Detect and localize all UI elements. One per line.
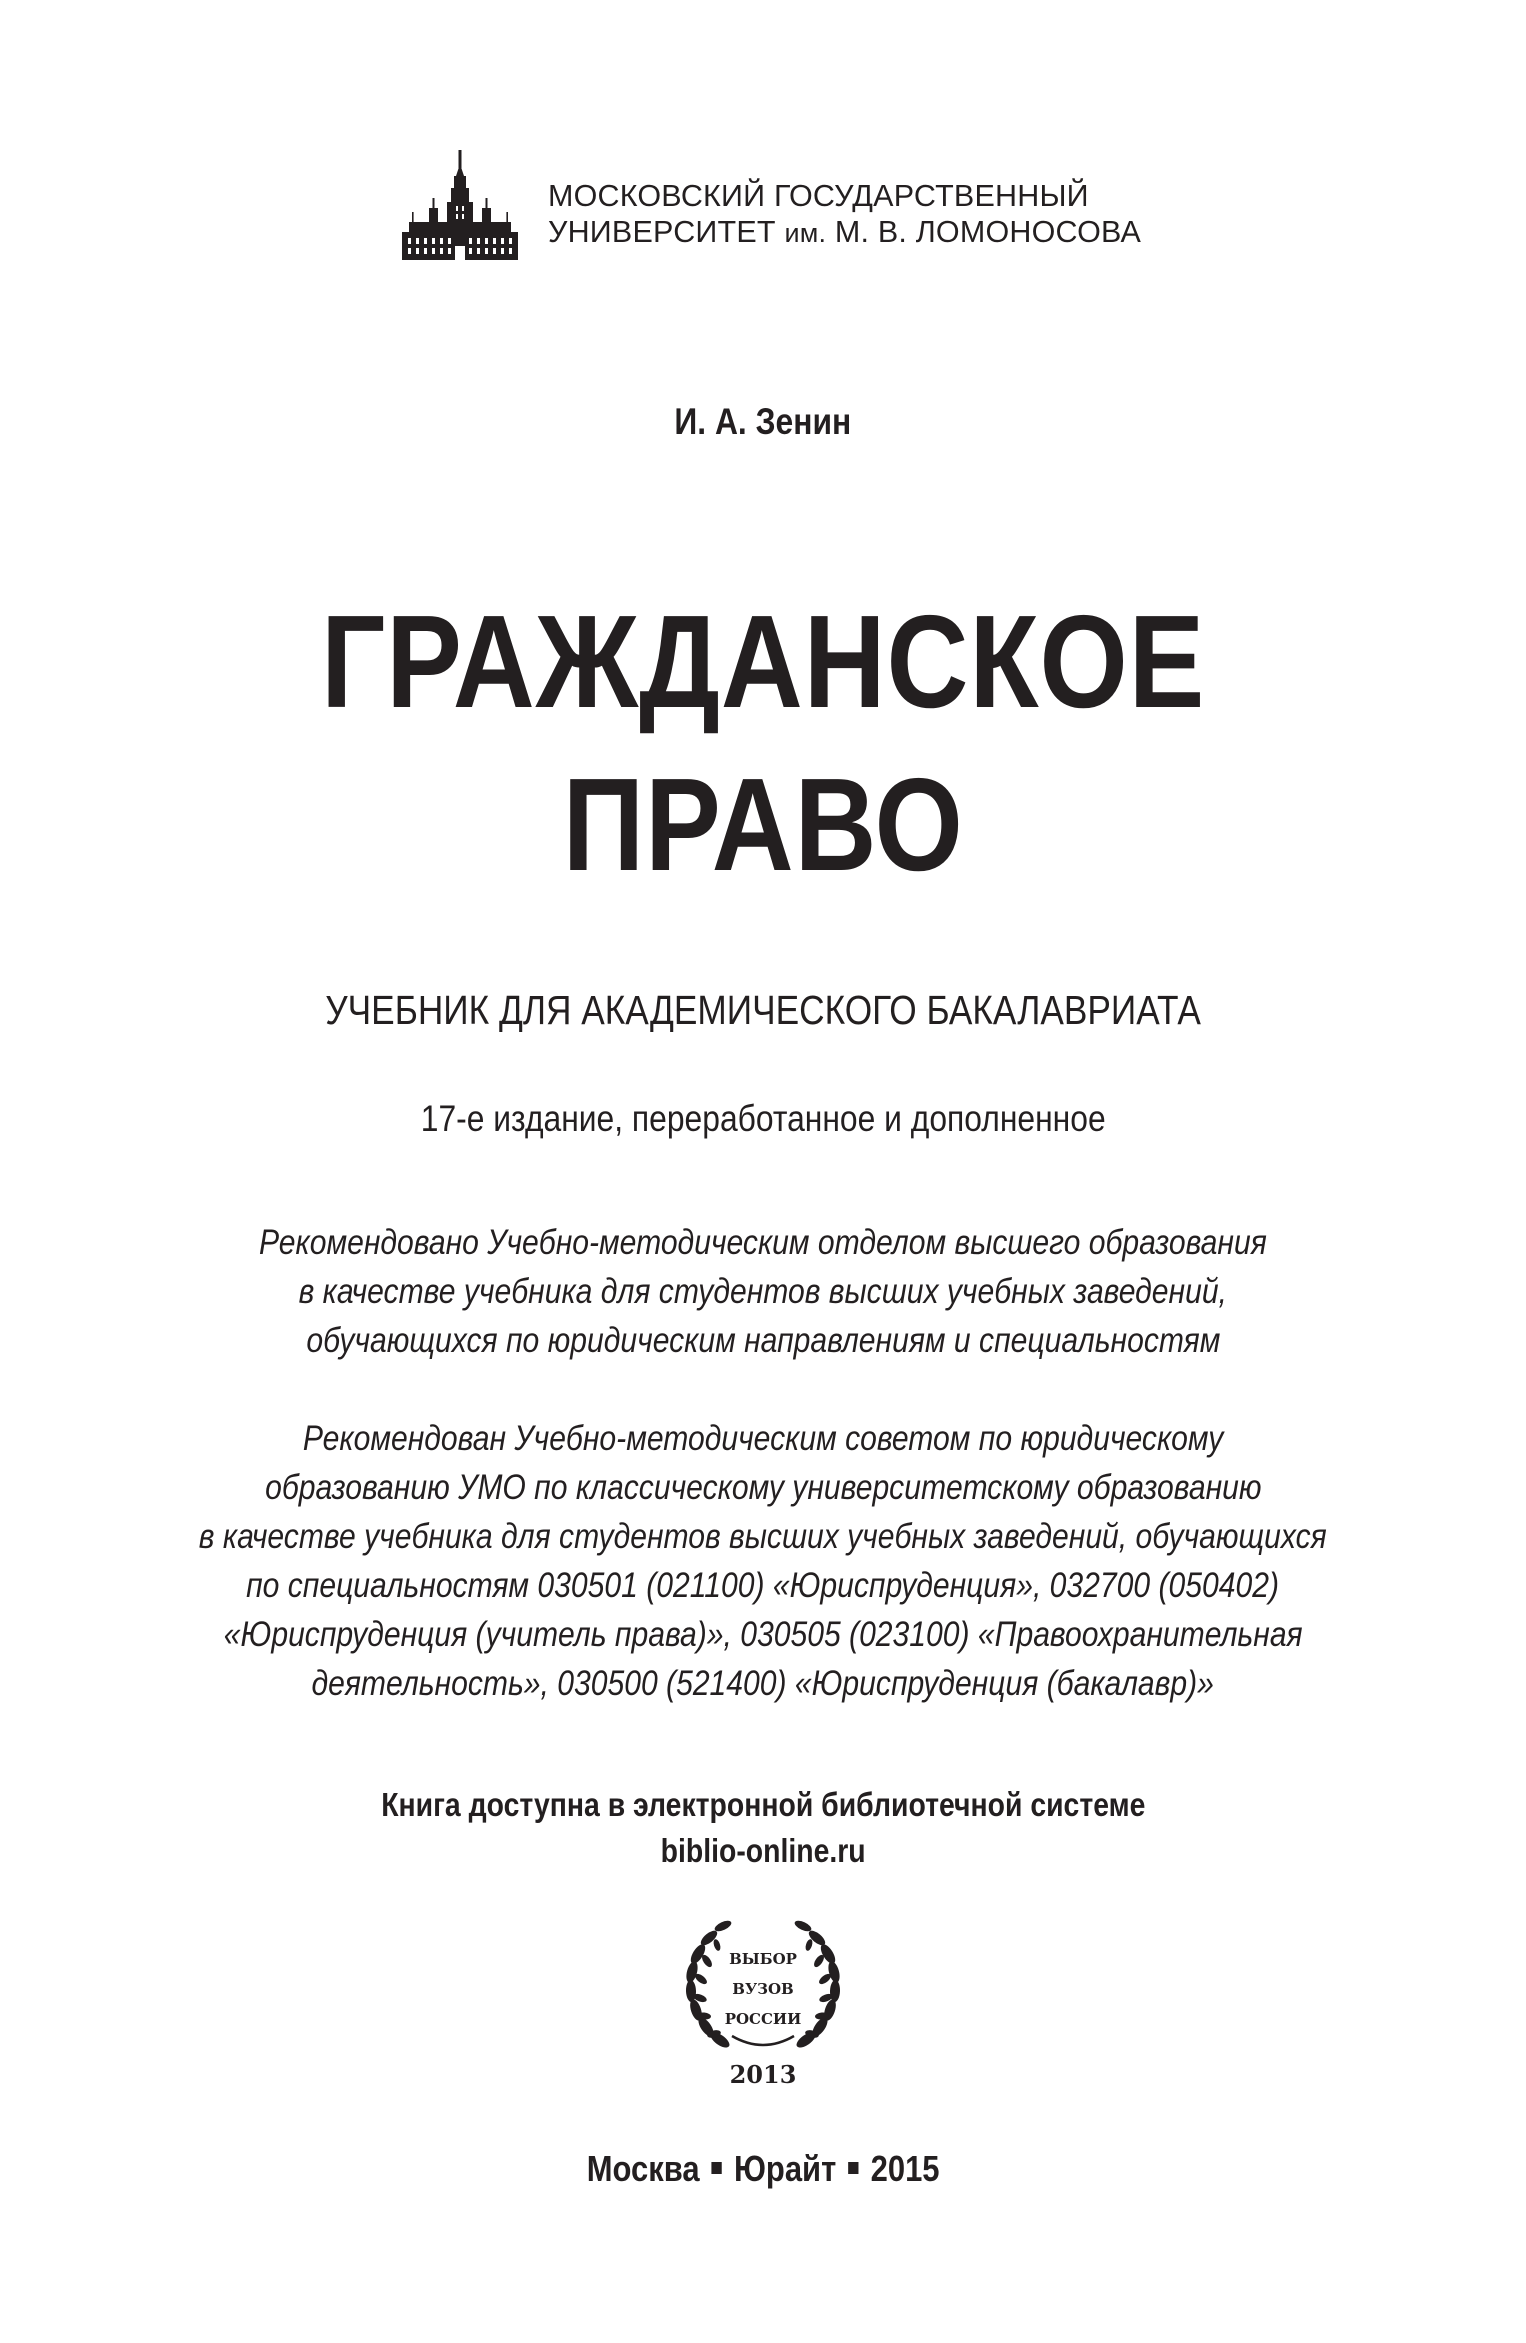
imprint-publisher: Юрайт bbox=[733, 2148, 837, 2189]
university-name-line2-part3: М. В. ЛОМОНОСОВА bbox=[826, 215, 1142, 249]
edition-note bbox=[0, 1096, 1526, 1142]
book-title bbox=[0, 580, 1526, 906]
bullet-separator bbox=[848, 2162, 858, 2174]
book-title-line2: ПРАВО bbox=[562, 751, 964, 898]
availability-line1: Книга доступна в электронной библиотечной системе bbox=[380, 1786, 1146, 1823]
recommendation-block-2 bbox=[0, 1414, 1526, 1708]
bullet-separator bbox=[711, 2162, 721, 2174]
imprint-year: 2015 bbox=[870, 2148, 940, 2189]
recommendation-block-1 bbox=[0, 1218, 1526, 1365]
university-name bbox=[548, 178, 1141, 251]
award-text-line1: ВЫБОР bbox=[729, 1950, 797, 1968]
imprint-city: Москва bbox=[586, 2148, 700, 2189]
recommendation-2-line: Рекомендован Учебно-методическим советом по юридическому bbox=[302, 1419, 1224, 1458]
recommendation-2-line: образованию УМО по классическому университетскому образованию bbox=[264, 1468, 1262, 1507]
edition-note-text: 17-е издание, переработанное и дополненное bbox=[420, 1098, 1106, 1139]
recommendation-2-line: «Юриспруденция (учитель права)», 030505 (023100) «Правоохранительная bbox=[223, 1615, 1303, 1654]
laurel-wreath-icon bbox=[680, 1912, 846, 2062]
recommendation-1-line: обучающихся по юридическим направлениям и специальностям bbox=[306, 1321, 1220, 1360]
university-name-line2-part1: УНИВЕРСИТЕТ bbox=[548, 215, 785, 249]
recommendation-2-line: по специальностям 030501 (021100) «Юриспруденция», 032700 (050402) bbox=[246, 1566, 1280, 1605]
award-text-line2: ВУЗОВ bbox=[732, 1980, 794, 1998]
availability-url: biblio-online.ru bbox=[660, 1832, 866, 1869]
university-name-abbrev: им. bbox=[784, 218, 827, 248]
award-text-line3: РОССИИ bbox=[724, 2010, 802, 2028]
recommendation-1-line: Рекомендовано Учебно-методическим отделом высшего образования bbox=[259, 1223, 1267, 1262]
university-name-line1: МОСКОВСКИЙ ГОСУДАРСТВЕННЫЙ bbox=[548, 179, 1089, 213]
book-subtitle bbox=[0, 985, 1526, 1035]
availability-note bbox=[0, 1782, 1526, 1874]
recommendation-2-line: в качестве учебника для студентов высших учебных заведений, обучающихся bbox=[199, 1517, 1327, 1556]
author-name bbox=[0, 400, 1526, 444]
university-name-line2 bbox=[548, 214, 1141, 251]
recommendation-1-line: в качестве учебника для студентов высших учебных заведений, bbox=[298, 1272, 1228, 1311]
book-title-line1: ГРАЖДАНСКОЕ bbox=[320, 588, 1206, 735]
author-text: И. А. Зенин bbox=[674, 401, 852, 442]
book-subtitle-text: УЧЕБНИК ДЛЯ АКАДЕМИЧЕСКОГО БАКАЛАВРИАТА bbox=[325, 987, 1201, 1033]
msu-building-icon bbox=[402, 150, 518, 260]
award-year: 2013 bbox=[729, 2060, 797, 2089]
imprint-line bbox=[587, 2147, 940, 2191]
recommendation-2-line: деятельность», 030500 (521400) «Юриспруденция (бакалавр)» bbox=[311, 1664, 1215, 1703]
imprint bbox=[0, 2147, 1526, 2191]
